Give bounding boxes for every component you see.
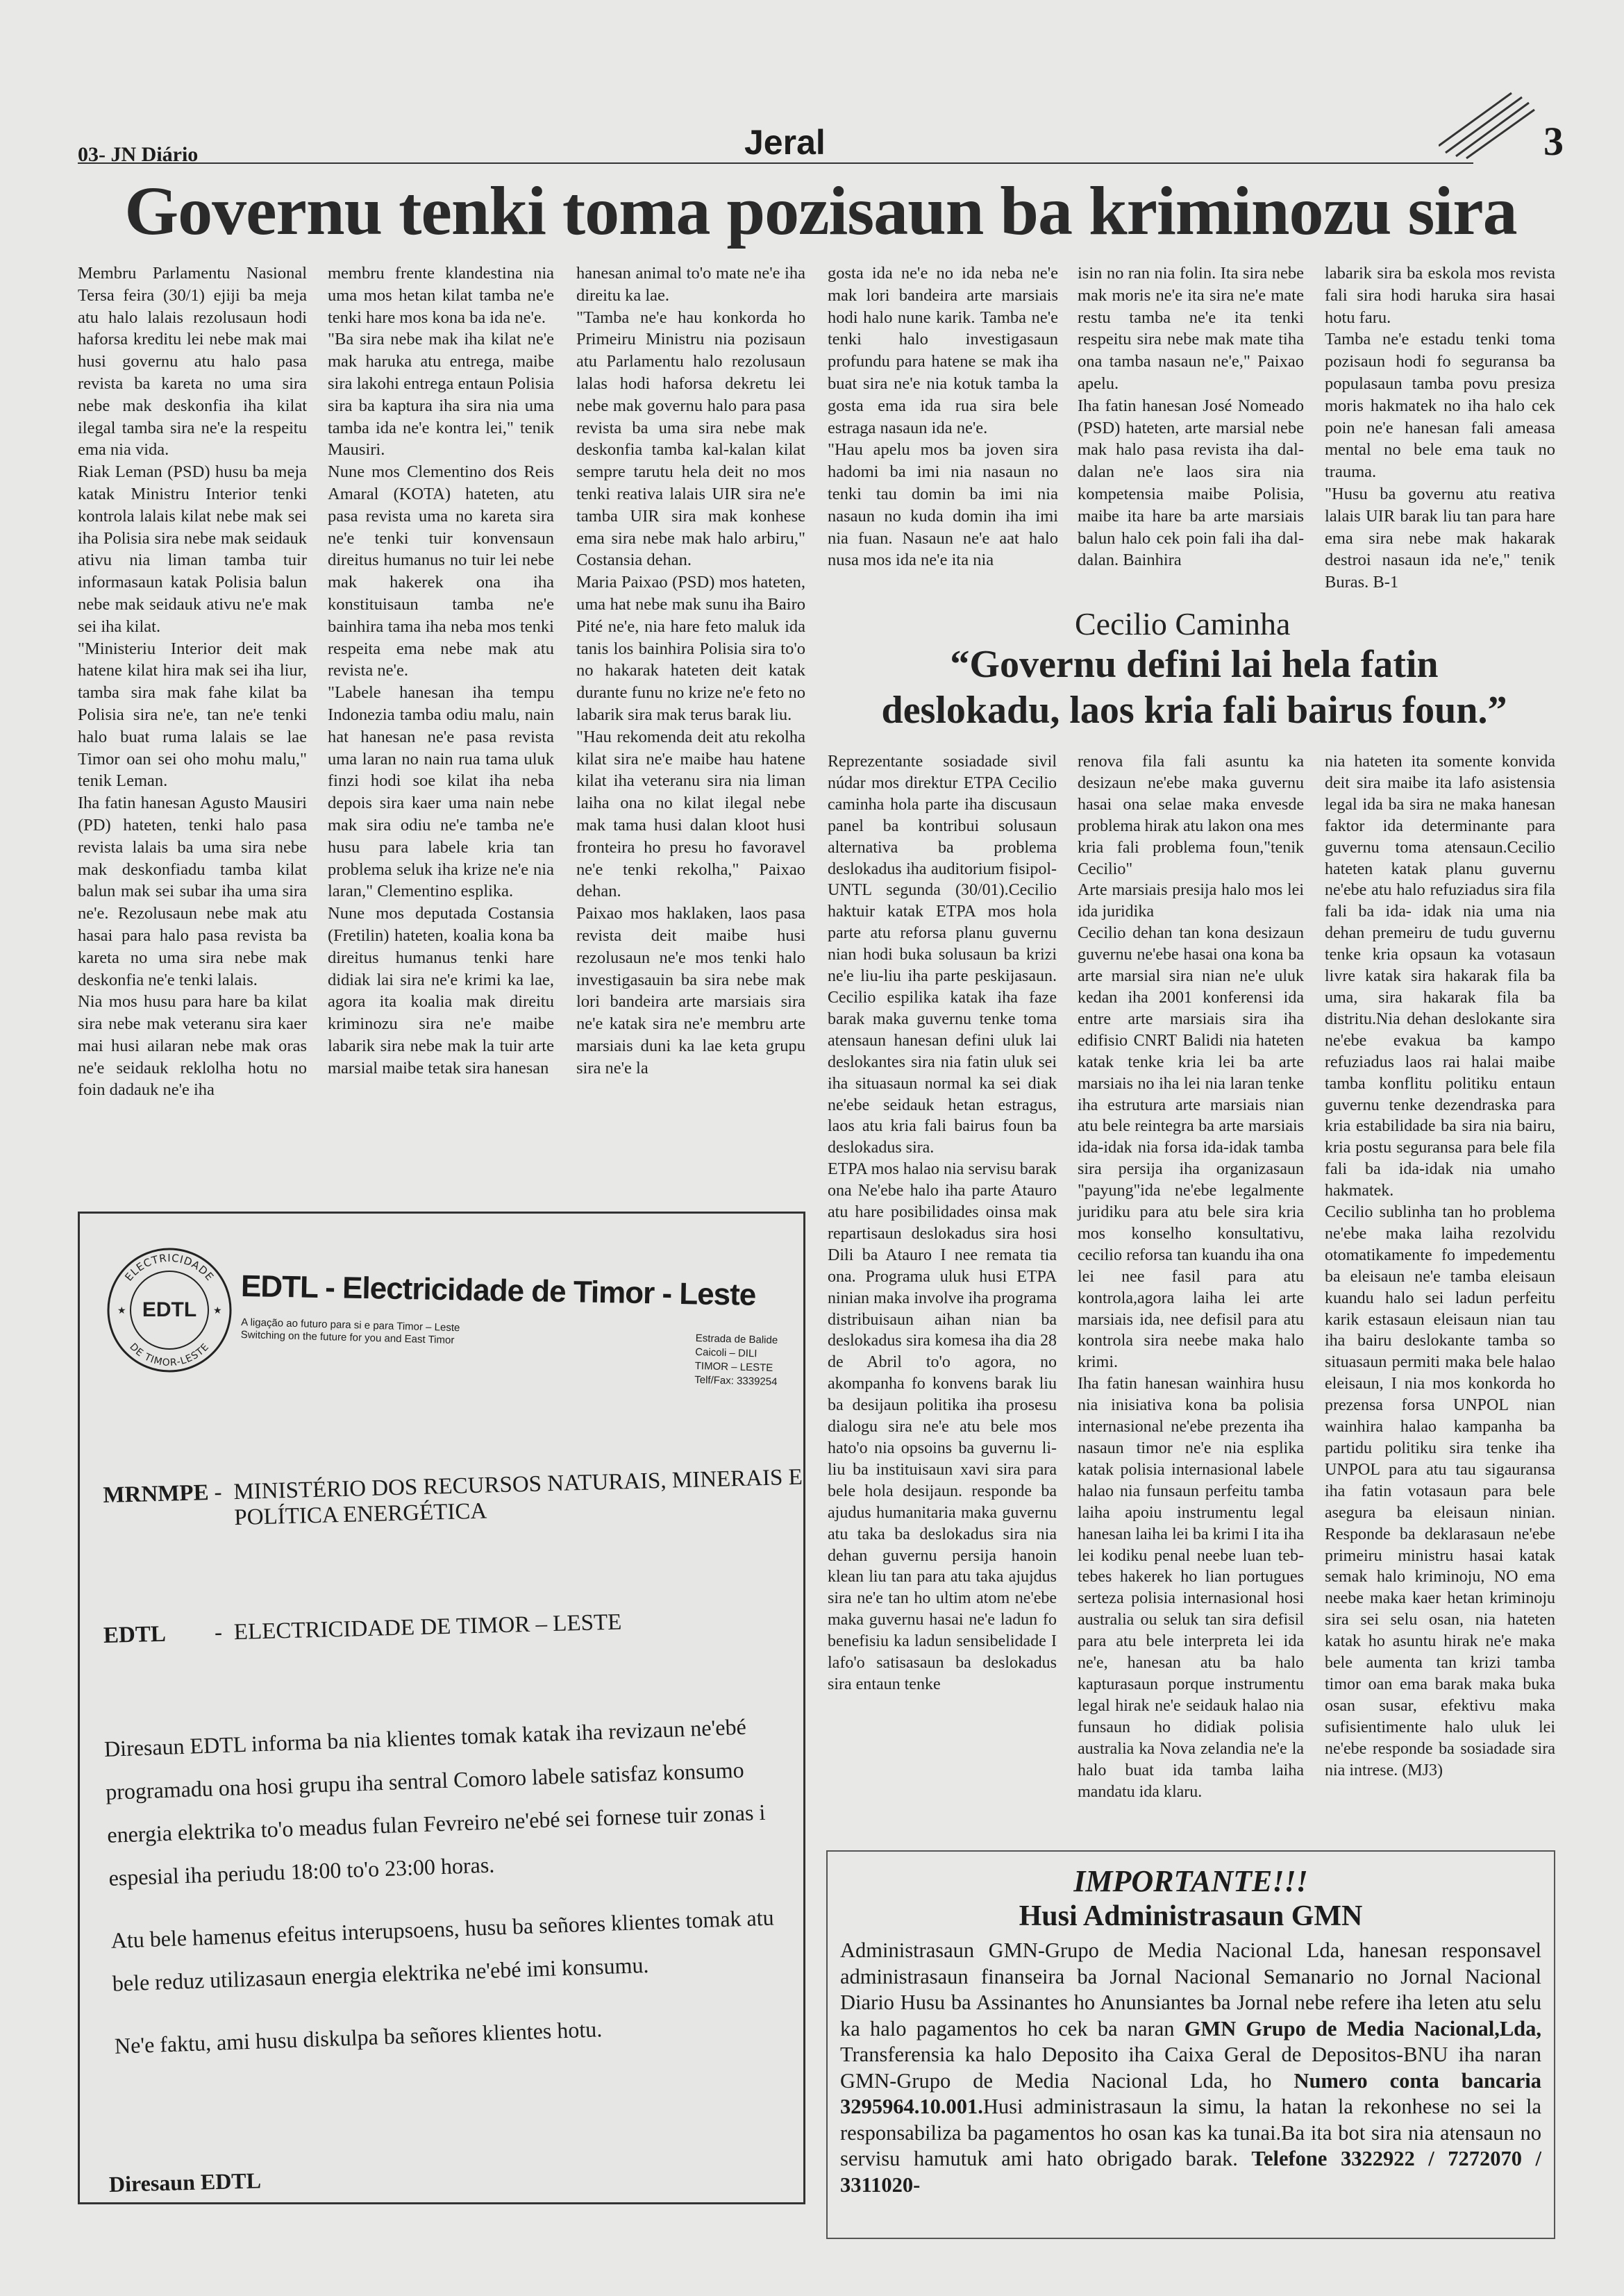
edtl-seal-icon — [103, 1244, 235, 1376]
address-line: Caicoli – DILI — [695, 1346, 757, 1360]
paragraph: Reprezentante sosiadade sivil núdar mos direktur ETPA Cecilio caminha hola parte iha discusaun panel ba kontribui solusaun alternativa ba problema deslokadus iha auditorium fisipol- UNTL segunda (30/01).Cecilio haktuir katak ETPA mos hola parte atu reforsa planu guvernu nian hodi buka solusaun ba krizi ne'e liu-liu iha parte peskijasaun. Cecilio espilika katak iha faze barak maka guvernu tenke toma atensaun hanesan defini uluk lai deslokantes sira nia fatin uluk sei iha situasaun normal ka sei diak ne'ebe seidauk hetan estragus, laos atu kria fali bairus foun ba deslokadus sira. — [828, 753, 1057, 1157]
paragraph: ETPA mos halao nia servisu barak ona Ne'ebe halo iha parte Atauro atu hare posibilidades oinsa mak repartisaun deslokadus sira hosi Dili ba Atauro I nee remata tia ona. Programa uluk husi ETPA ninian maka involve iha programa distribuisaun aihan nian ba deslokadus sira komesa iha dia 28 de Abril to'o agora, no akompanha fo konvens barak liu ba desijaun politika iha prosesu dialogu sira ne'e atu bele mos hato'o nia opsoins ba guvernu li-liu ba instituisaun xavi sira para bele hola desijaun. responde ba ajudus humanitaria maka guvernu atu taka ba deslokadus sira nia dehan guvernu persija hanoin klean liu tan para atu taka ajujdus sira ne'e tan ho ultim atom ne'ebe maka guvernu hasai ne'e ladun fo benefisiu ka ladun sensibelidade I lafo'o satisasaun ba deslokadus sira entaun tenke — [828, 1160, 1057, 1693]
org-name-line: MINISTÉRIO DOS RECURSOS NATURAIS, MINERAIS E — [233, 1464, 803, 1505]
org-dash: - — [214, 1620, 223, 1645]
headline-line: deslokadu, laos kria fali bairus foun.” — [881, 689, 1507, 732]
org-name — [233, 1465, 803, 1531]
org-name-line: POLÍTICA ENERGÉTICA — [233, 1498, 487, 1531]
org-abbreviation: MRNMPE — [103, 1480, 210, 1509]
org-row-ministry — [103, 1465, 803, 1534]
seal-logo: EDTL — [142, 1298, 197, 1321]
header-rule — [78, 162, 1473, 164]
svg-text:★: ★ — [117, 1306, 126, 1316]
article2-column-1 — [828, 751, 1057, 1695]
ad-body — [840, 1938, 1541, 2198]
paragraph: Maria Paixao (PSD) mos hateten, uma hat nebe mak sunu iha Bairo Pité ne'e, nia hare feto maluk ida tanis los bainhira Polisia sira to'o no hakarak hateten deit katak durante funu no krize ne'e feto no labarik sira mak terus barak liu. — [576, 573, 805, 724]
paragraph: gosta ida ne'e no ida neba ne'e mak lori bandeira arte marsiais hodi halo nune karik. Tamba ne'e tenki halo investigasaun profundu para hatene se mak iha buat sira ne'e nia kotuk tamba la gosta ema ida rua sira bele estraga nasaun ida ne'e. — [828, 264, 1058, 437]
company-address — [694, 1332, 778, 1389]
ad-bold: Numero conta bancaria 3295964.10.001. — [840, 2068, 1541, 2118]
ad-text: Husi administrasaun la simu, la hatan la rekonhese no sei la responsabiliza ba pagamentos ho osan kas ka tunai.Ba ita bot sira nia atensaun no servisu hamutuk ami hato obrigado barak. — [840, 2095, 1541, 2170]
hatch-ornament-icon — [1439, 90, 1536, 160]
paragraph: "Tamba ne'e hau konkorda ho Primeiru Ministru nia pozisaun atu Parlamentu halo rezolusaun lalas hodi haforsa dekretu lei nebe mak governu halo para pasa revista ba uma sira nebe mak deskonfia tamba kal-kalan kilat sempre tarutu hela deit no mos tenki reativa lalais UIR sira ne'e tamba UIR sira mak konhese ema sira nebe mak halo arbiru," Costansia dehan. — [576, 308, 805, 570]
paragraph: Membru Parlamentu Nasional Tersa feira (30/1) ejiji ba meja atu halo lalais rezolusaun hodi haforsa kreditu lei nebe mak mai husi governu atu halo pasa revista ba kareta no uma sira nebe mak deskonfia iha kilat ilegal tamba sira ne'e la respeitu ema nia vida. — [78, 264, 307, 460]
paragraph: "Ministeriu Interior deit mak hatene kilat hira mak sei iha liur, tamba sira mak fahe kilat ba Polisia sira ne'e, tan ne'e tenki halo buat ruma lalais se lae Timor oan sei oho mohu malu," tenik Leman. — [78, 639, 307, 791]
paragraph: Nia mos husu para hare ba kilat sira nebe mak veteranu sira kaer mai husi ailaran nebe mak oras ne'e seidauk reklolha hotu no foin dadauk ne'e iha — [78, 992, 307, 1100]
paragraph: Riak Leman (PSD) husu ba meja katak Ministru Interior tenki kontrola lalais kilat nebe mak sei iha Polisia sira nebe mak seidauk ativu nia liman tamba tuir informasaun katak Polisia balun nebe mak seidauk ativu ne'e mak sei iha kilat. — [78, 462, 307, 636]
ad-text: Transferensia ka halo Deposito iha Caixa Geral de Depositos-BNU iha naran GMN-Grupo de Media Nacional Lda, ho — [840, 2043, 1541, 2093]
main-headline: Governu tenki toma pozisaun ba kriminozu sira — [124, 172, 1517, 249]
notice-body — [103, 1704, 796, 2087]
article2-column-3 — [1325, 751, 1555, 1782]
page-ref: 03- JN Diário — [78, 143, 199, 166]
paragraph: Arte marsiais presija halo mos lei ida juridika — [1078, 881, 1304, 921]
article1-column-5 — [1078, 262, 1304, 571]
paragraph: "Hau apelu mos ba joven sira hadomi ba imi nia nasaun no tenki tau domin ba imi nia nasaun no kuda domin iha imi nia fuan. Nasaun ne'e aat halo nusa mos ida ne'e ita nia — [828, 440, 1058, 570]
page-number: 3 — [1543, 119, 1564, 164]
address-line: TIMOR – LESTE — [694, 1359, 773, 1374]
seal-text-bottom: DE TIMOR-LESTE — [127, 1341, 212, 1369]
paragraph: Cecilio dehan tan kona desizaun guvernu ne'ebe hasai ona kona ba arte marsial sira nian ne'e uluk kedan iha 2001 konferensi ida entre arte marsiais sira iha edifisio CNRT Balidi nia hateten katak tenke kria lei ba arte marsiais no iha lei nia laran tenke iha estrutura arte marsiais nian atu bele reintegra ba arte marsiais ida-idak nia forsa ida-idak tamba sira persija iha organizasaun "payung"ida ne'ebe legalmente juridiku para atu bele sira kria mos konselho konsultativu, cecilio reforsa tan kuandu iha ona lei nee fasil para atu kontrola,agora laiha lei arte marsiais ida, nee defisil para atu kontrola sira neebe maka halo krimi. — [1078, 924, 1304, 1372]
paragraph: isin no ran nia folin. Ita sira nebe mak moris ne'e ita sira ne'e mate restu tamba ne'e ita tenki respeitu sira nebe mak mate tiha ona tamba nasaun ne'e," Paixao apelu. — [1078, 264, 1304, 393]
page-header — [78, 118, 1564, 167]
article2-headline — [826, 642, 1562, 733]
ad-text: Administrasaun GMN-Grupo de Media Nacional Lda, hanesan responsavel administrasaun finanseira ba Jornal Nacional Semanario no Jornal Nacional Diario Husu ba Assinantes ho Anunsiantes ba Jornal nebe refere iha leten atu selu ka halo pagamentos ho cek ba naran — [840, 1938, 1541, 2041]
paragraph: Tamba ne'e estadu tenki toma pozisaun hodi fo seguransa ba populasaun tamba povu presiza moris hakmatek no iha halo cek poin ne'e hanesan fali ameasa mental no bele ema tauk no trauma. — [1325, 330, 1555, 482]
article2-column-2 — [1078, 751, 1304, 1802]
svg-text:ELECTRICIDADE — [122, 1252, 216, 1284]
article1-column-3 — [576, 262, 805, 1079]
notice-paragraph: Ne'e faktu, ami husu diskulpa ba señores klientes hotu. — [114, 2016, 603, 2059]
paragraph: nia hateten ita somente konvida deit sira maibe ita lafo asistensia legal ida ba sira ne maka hanesan faktor ida determinante para guvernu toma atensaun.Cecilio hateten katak planu guvernu ne'ebe atu halo refuziadus sira fila fali ba ida- idak nia uma nia dehan premeiru de tudu guvernu tenke kria opsaun ka votasaun livre katak sira hakarak fila ba uma, sira hakarak fila ba distritu.Nia dehan deslokante sira ne'ebe evakua ba kampo refuziadus laos rai halai maibe tamba konflitu politiku entaun guvernu tenke dezendraska para kria estabilidade ba sira nia bairu, kria postu seguransa para bele fila fali ba ida-idak nia umaho hakmatek. — [1325, 753, 1555, 1200]
address-line: Estrada de Balide — [695, 1332, 778, 1347]
paragraph: Cecilio sublinha tan ho problema ne'ebe maka laiha rezolvidu otomatikamente fo impedementu ba eleisaun ne'e tamba eleisaun kuandu halo sei ladun perfeitu karik estasaun eleisaun nian tau iha bairu deslokante tamba so situasaun permiti maka bele halao eleisaun, I nia mos konkorda ho prezensa forsa UNPOL nian wainhira halao kampanha ba partidu politiku sira tenke iha UNPOL para atu tau sigauransa iha fatin votasaun para bele asegura ba eleisaun ninian. Responde ba deklarasaun ne'ebe primeiru ministru hasai katak semak halo kriminoju, NO ema neebe maka kaer hetan kriminoju sira sei selu osan, nia hateten katak ho asuntu hirak ne'e maka bele aumenta tan krizi tamba timor oan ema barak maka buka osan susar, efektivu maka sufisientimente halo uluk lei ne'ebe responde ba sosiadade sira nia intrese. (MJ3) — [1325, 1203, 1555, 1779]
paragraph: Iha fatin hanesan Agusto Mausiri (PD) hateten, tenki halo pasa revista lalais ba uma sira nebe mak deskonfiadu tamba kilat balun mak sei subar iha uma sira ne'e. Rezolusaun nebe mak atu hasai para halo pasa revista ba kareta no uma sira nebe mak deskonfia ne'e tenki lalais. — [78, 794, 307, 989]
paragraph: Nune mos Clementino dos Reis Amaral (KOTA) hateten, atu pasa revista uma no kareta sira ne'e tenki tuir konvensaun direitus humanus no tuir lei nebe mak hakerek ona iha konstituisaun tamba ne'e bainhira tama iha neba mos tenki respeita ema nebe mak atu revista ne'e. — [328, 462, 554, 680]
seal-text-top: ELECTRICIDADE — [122, 1251, 217, 1284]
tagline-line: A ligação ao futuro para si e para Timor – Leste — [241, 1316, 460, 1334]
paragraph: labarik sira ba eskola mos revista fali sira hodi haruka sira hasai hotu faru. — [1325, 264, 1555, 327]
article1-column-1 — [78, 262, 307, 1101]
paragraph: Paixao mos haklaken, laos pasa revista deit maibe husi rezolusaun ne'e mos tenki halo investigasauin ba sira nebe mak lori bandeira arte marsiais sira ne'e katak sira ne'e membru arte marsiais duni ka lae keta grupu sira ne'e la — [576, 904, 805, 1078]
ad-bold: Telefone 3322922 / 7272070 / 3311020- — [840, 2147, 1542, 2197]
ad-bold: GMN Grupo de Media Nacional,Lda, — [1184, 2016, 1542, 2041]
headline-line: “Governu defini lai hela fatin — [950, 643, 1439, 686]
company-tagline — [241, 1316, 460, 1347]
paragraph: Nune mos deputada Costansia (Fretilin) hateten, koalia kona ba direitus humanus tenki hare didiak lai sira ne'e krimi ka lae, agora ita koalia mak direitu kriminozu sira ne'e maibe labarik sira nebe mak la tuir arte marsial maibe tetak sira hanesan — [328, 904, 554, 1078]
edtl-notice — [78, 1212, 805, 2204]
notice-paragraph: Atu bele hamenus efeitus interupsoens, husu ba señores klientes tomak atu bele reduz utilizasaun energia elektrika ne'ebé imi konsumu. — [110, 1904, 775, 1996]
org-abbreviation: EDTL — [103, 1621, 167, 1648]
section-title: Jeral — [744, 123, 826, 162]
org-dash: - — [213, 1480, 222, 1505]
ad-subtitle: Husi Administrasaun GMN — [1019, 1900, 1363, 1932]
svg-text:★: ★ — [213, 1306, 222, 1316]
byline: Cecilio Caminha — [1075, 606, 1291, 642]
article1-column-4 — [828, 262, 1058, 571]
gmn-announcement — [826, 1850, 1555, 2239]
org-name: ELECTRICIDADE DE TIMOR – LESTE — [233, 1609, 622, 1645]
article1-column-6 — [1325, 262, 1555, 594]
paragraph: "Labele hanesan iha tempu Indonezia tamba odiu malu, nain hat hanesan ne'e pasa revista uma laran no nain rua tama uluk finzi hodi soe kilat iha neba depois sira kaer uma nain nebe mak sira odiu ne'e tamba ne'e husu para labele kria tan problema seluk iha krize ne'e nia laran," Clementino esplika. — [328, 683, 554, 901]
paragraph: "Husu ba governu atu reativa lalais UIR barak liu tan para hare ema sira nebe mak hakarak destroi nasaun ida ne'e," tenik Buras. B-1 — [1325, 484, 1555, 592]
paragraph: Iha fatin hanesan wainhira husu nia inisiativa kona ba polisia internasional ne'ebe prezenta iha nasaun timor ne'e nia esplika katak polisia internasional labele halao nia funsaun perfeitu tamba laiha apoiu instrumentu legal hanesan laiha lei ba krimi I ita iha lei kodiku penal neebe luan teb-tebes hakerek ho lian portugues serteza polisia internasional hosi australia ou seluk tan sira defisil para atu bele interpreta lei ida ne'e, hanesan atu ba halo kapturasaun porque instrumentu legal hirak ne'e seidauk halao nia funsaun ho didiak polisia australia ka Nova zelandia ne'e la halo buat ida tamba laiha mandatu ida klaru. — [1078, 1375, 1304, 1801]
paragraph: Iha fatin hanesan José Nomeado (PSD) hateten, arte marsial nebe mak halo pasa revista iha dal-dalan ne'e laos sira nia kompetensia maibe Polisia, maibe ita hare ba arte marsiais balun halo cek poin fali iha dal-dalan. Bainhira — [1078, 396, 1304, 570]
ad-title: IMPORTANTE!!! — [1073, 1864, 1308, 1898]
article1-column-2 — [328, 262, 554, 1079]
paragraph: membru frente klandestina nia uma mos hetan kilat tamba ne'e tenki hare mos kona ba ida ne'e. — [328, 264, 554, 327]
paragraph: hanesan animal to'o mate ne'e iha direitu ka lae. — [576, 264, 805, 305]
notice-paragraph: Diresaun EDTL informa ba nia klientes tomak katak iha revizaun ne'ebé programadu ona hosi grupu iha sentral Comoro labele satisfaz konsumo energia elektrika to'o meadus fulan Fevreiro ne'ebé sei fornese tuir zonas i espesial iha periudu 18:00 to'o 23:00 horas. — [103, 1713, 766, 1891]
notice-signature: Diresaun EDTL — [108, 2168, 262, 2197]
paragraph: renova fila fali asuntu ka desizaun ne'ebe maka guvernu hasai ona selae maka envesde problema hirak atu lakon ona mes kria fali problema foun,"tenik Cecilio" — [1078, 753, 1304, 878]
company-name: EDTL - Electricidade de Timor - Leste — [240, 1269, 756, 1312]
paragraph: "Ba sira nebe mak iha kilat ne'e mak haruka atu entrega, maibe sira lakohi entrega entaun Polisia sira ba kaptura iha sira nia uma tamba ida ne'e kontra lei," tenik Mausiri. — [328, 330, 554, 460]
paragraph: "Hau rekomenda deit atu rekolha kilat sira ne'e maibe hau hatene kilat iha veteranu sira nia liman laiha ona no kilat ilegal nebe mak tama husi dalan kloot husi fronteira ho presu ho favoravel ne'e tenki rekolha," Paixao dehan. — [576, 727, 805, 901]
address-line: Telf/Fax: 3339254 — [694, 1373, 778, 1389]
tagline-line: Switching on the future for you and East Timor — [240, 1329, 455, 1347]
org-row-edtl — [103, 1609, 622, 1649]
